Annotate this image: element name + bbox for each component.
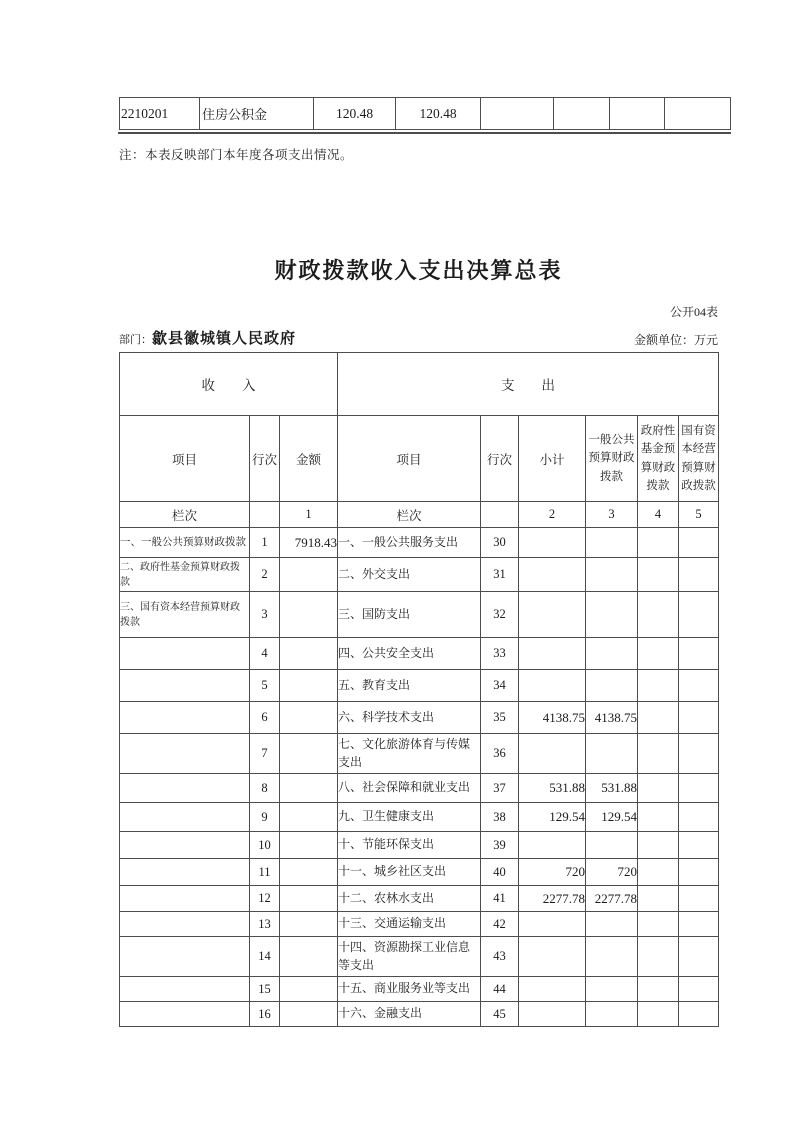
income-amount-cell — [280, 1002, 338, 1027]
expense-item-cell: 四、公共安全支出 — [338, 638, 481, 670]
expense-subtotal-cell — [519, 937, 586, 977]
expense-gov-fund-cell — [638, 638, 679, 670]
income-line-no-cell: 1 — [250, 528, 280, 558]
table-row — [120, 638, 719, 670]
expense-gov-fund-cell — [638, 774, 679, 803]
expense-line-no-cell: 42 — [481, 912, 519, 937]
expense-gov-fund-cell — [638, 702, 679, 734]
gov-fund-col-index: 4 — [638, 502, 679, 528]
income-line-no-cell: 3 — [250, 592, 280, 638]
expense-subtotal-cell: 129.54 — [519, 803, 586, 832]
expense-state-capital-cell — [679, 1002, 719, 1027]
expense-state-capital-cell — [679, 702, 719, 734]
expense-state-capital-cell — [679, 937, 719, 977]
income-line-no-cell: 7 — [250, 734, 280, 774]
main-table — [119, 352, 719, 1027]
expense-line-no-cell: 36 — [481, 734, 519, 774]
empty-cell — [481, 98, 554, 130]
income-amount-cell — [280, 977, 338, 1002]
expense-item-cell: 六、科学技术支出 — [338, 702, 481, 734]
income-amount-cell — [280, 592, 338, 638]
income-line-no-cell: 15 — [250, 977, 280, 1002]
expense-state-capital-cell — [679, 977, 719, 1002]
state-cap-col-index: 5 — [679, 502, 719, 528]
table-row — [120, 937, 719, 977]
expense-item-cell: 三、国防支出 — [338, 592, 481, 638]
expense-state-capital-cell — [679, 592, 719, 638]
income-line-no-cell: 10 — [250, 832, 280, 859]
income-amount-cell — [280, 558, 338, 592]
expense-line-no-cell: 39 — [481, 832, 519, 859]
income-amount-cell: 7918.43 — [280, 528, 338, 558]
expense-general-budget-cell — [586, 912, 638, 937]
expense-state-capital-cell — [679, 803, 719, 832]
expense-gov-fund-cell — [638, 832, 679, 859]
expense-line-no-cell: 35 — [481, 702, 519, 734]
expense-item-cell: 九、卫生健康支出 — [338, 803, 481, 832]
expense-general-budget-cell: 531.88 — [586, 774, 638, 803]
table-row — [120, 977, 719, 1002]
expense-item-cell: 十一、城乡社区支出 — [338, 859, 481, 886]
table-row — [120, 98, 731, 130]
general-budget-header: 一般公共预算财政拨款 — [586, 416, 638, 502]
income-line-no-cell: 8 — [250, 774, 280, 803]
expense-subtotal-cell: 4138.75 — [519, 702, 586, 734]
expense-lane-empty — [481, 502, 519, 528]
state-capital-budget-header: 国有资本经营预算财政拨款 — [679, 416, 719, 502]
table-row — [120, 734, 719, 774]
income-item-cell — [120, 912, 250, 937]
expense-gov-fund-cell — [638, 1002, 679, 1027]
income-amount-header: 金额 — [280, 416, 338, 502]
expense-general-budget-cell — [586, 638, 638, 670]
expense-subtotal-cell — [519, 734, 586, 774]
empty-cell — [665, 98, 731, 130]
income-item-cell: 一、一般公共预算财政拨款 — [120, 528, 250, 558]
income-amount-cell — [280, 670, 338, 702]
expense-subtotal-cell — [519, 592, 586, 638]
unit-label: 金额单位：万元 — [633, 333, 718, 347]
expense-gov-fund-cell — [638, 734, 679, 774]
income-item-cell — [120, 803, 250, 832]
expense-general-budget-cell — [586, 832, 638, 859]
income-line-no-header: 行次 — [250, 416, 280, 502]
income-item-cell — [120, 886, 250, 912]
income-item-cell — [120, 702, 250, 734]
expense-general-budget-cell: 2277.78 — [586, 886, 638, 912]
income-line-no-cell: 2 — [250, 558, 280, 592]
expense-item-cell: 十三、交通运输支出 — [338, 912, 481, 937]
expense-line-no-cell: 45 — [481, 1002, 519, 1027]
income-line-no-cell: 11 — [250, 859, 280, 886]
expense-general-budget-cell — [586, 1002, 638, 1027]
expense-subtotal-cell — [519, 1002, 586, 1027]
income-amount-cell — [280, 937, 338, 977]
income-amount-cell — [280, 859, 338, 886]
expense-item-cell: 八、社会保障和就业支出 — [338, 774, 481, 803]
expense-state-capital-cell — [679, 859, 719, 886]
expense-general-budget-cell: 129.54 — [586, 803, 638, 832]
expense-subtotal-cell: 531.88 — [519, 774, 586, 803]
expense-general-budget-cell — [586, 937, 638, 977]
expense-subtotal-header: 小计 — [519, 416, 586, 502]
table-row — [120, 886, 719, 912]
expense-gov-fund-cell — [638, 886, 679, 912]
expense-subtotal-cell — [519, 558, 586, 592]
income-group-header: 收 入 — [120, 353, 338, 416]
table-row — [120, 1002, 719, 1027]
income-lane-label: 栏次 — [120, 502, 250, 528]
note-text: 注：本表反映部门本年度各项支出情况。 — [119, 148, 354, 162]
expense-line-no-cell: 38 — [481, 803, 519, 832]
empty-cell — [610, 98, 665, 130]
page-title: 财政拨款收入支出决算总表 — [274, 258, 563, 283]
expense-gov-fund-cell — [638, 670, 679, 702]
expense-item-cell: 五、教育支出 — [338, 670, 481, 702]
expense-general-budget-cell — [586, 734, 638, 774]
income-item-cell — [120, 670, 250, 702]
table-row — [120, 803, 719, 832]
expense-general-budget-cell: 4138.75 — [586, 702, 638, 734]
gov-fund-budget-header: 政府性基金预算财政拨款 — [638, 416, 679, 502]
expense-general-budget-cell — [586, 592, 638, 638]
expense-item-cell: 二、外交支出 — [338, 558, 481, 592]
expense-general-budget-cell — [586, 558, 638, 592]
expense-line-no-cell: 44 — [481, 977, 519, 1002]
expense-item-cell: 十、节能环保支出 — [338, 832, 481, 859]
expense-state-capital-cell — [679, 886, 719, 912]
table-row — [120, 592, 719, 638]
income-item-header: 项目 — [120, 416, 250, 502]
income-item-cell: 三、国有资本经营预算财政拨款 — [120, 592, 250, 638]
income-line-no-cell: 14 — [250, 937, 280, 977]
expense-state-capital-cell — [679, 832, 719, 859]
income-item-cell — [120, 832, 250, 859]
expense-gov-fund-cell — [638, 528, 679, 558]
expense-gov-fund-cell — [638, 912, 679, 937]
income-amount-cell — [280, 803, 338, 832]
expense-subtotal-cell — [519, 670, 586, 702]
expense-item-header: 项目 — [338, 416, 481, 502]
expense-subtotal-cell — [519, 912, 586, 937]
income-item-cell — [120, 937, 250, 977]
main-table-head — [120, 353, 719, 528]
expense-state-capital-cell — [679, 638, 719, 670]
main-table-body — [120, 528, 719, 1027]
income-amount-cell — [280, 638, 338, 670]
expense-line-no-cell: 33 — [481, 638, 519, 670]
expense-item-cell: 一、一般公共服务支出 — [338, 528, 481, 558]
income-amount-cell — [280, 702, 338, 734]
table-row — [120, 702, 719, 734]
expense-general-budget-cell: 720 — [586, 859, 638, 886]
expense-state-capital-cell — [679, 528, 719, 558]
income-item-cell — [120, 638, 250, 670]
expense-general-budget-cell — [586, 528, 638, 558]
table-code-label: 公开04表 — [669, 305, 718, 319]
income-line-no-cell: 6 — [250, 702, 280, 734]
expense-state-capital-cell — [679, 912, 719, 937]
expense-line-no-cell: 34 — [481, 670, 519, 702]
income-amount-cell — [280, 734, 338, 774]
expense-line-no-cell: 40 — [481, 859, 519, 886]
subject-name-cell: 住房公积金 — [200, 98, 314, 130]
expense-state-capital-cell — [679, 774, 719, 803]
table-bottom-rule — [118, 132, 731, 134]
empty-cell — [554, 98, 610, 130]
expense-subtotal-cell: 720 — [519, 859, 586, 886]
expense-line-no-cell: 30 — [481, 528, 519, 558]
amount-cell: 120.48 — [396, 98, 481, 130]
income-item-cell — [120, 774, 250, 803]
income-item-cell — [120, 859, 250, 886]
expense-gov-fund-cell — [638, 592, 679, 638]
income-amount-cell — [280, 912, 338, 937]
expense-gov-fund-cell — [638, 977, 679, 1002]
expense-line-no-cell: 32 — [481, 592, 519, 638]
table-row — [120, 832, 719, 859]
expense-subtotal-cell — [519, 977, 586, 1002]
expense-subtotal-cell — [519, 528, 586, 558]
table-row — [120, 528, 719, 558]
table-row — [120, 774, 719, 803]
income-item-cell: 二、政府性基金预算财政拨款 — [120, 558, 250, 592]
income-line-no-cell: 13 — [250, 912, 280, 937]
expense-item-cell: 十二、农林水支出 — [338, 886, 481, 912]
income-item-cell — [120, 1002, 250, 1027]
income-line-no-cell: 5 — [250, 670, 280, 702]
expense-gov-fund-cell — [638, 937, 679, 977]
expense-line-no-cell: 41 — [481, 886, 519, 912]
income-amount-cell — [280, 774, 338, 803]
expense-lane-label: 栏次 — [338, 502, 481, 528]
expense-subtotal-cell — [519, 832, 586, 859]
income-line-no-cell: 16 — [250, 1002, 280, 1027]
expense-general-budget-cell — [586, 670, 638, 702]
income-item-cell — [120, 977, 250, 1002]
expense-gov-fund-cell — [638, 803, 679, 832]
prev-table — [119, 97, 731, 130]
income-lane-empty — [250, 502, 280, 528]
subject-code-cell: 2210201 — [120, 98, 200, 130]
income-amount-cell — [280, 832, 338, 859]
income-item-cell — [120, 734, 250, 774]
expense-item-cell: 十六、金融支出 — [338, 1002, 481, 1027]
department-label: 部门： — [119, 334, 152, 346]
table-row — [120, 670, 719, 702]
income-line-no-cell: 9 — [250, 803, 280, 832]
expense-item-cell: 七、文化旅游体育与传媒支出 — [338, 734, 481, 774]
expense-gov-fund-cell — [638, 558, 679, 592]
expense-state-capital-cell — [679, 734, 719, 774]
income-line-no-cell: 4 — [250, 638, 280, 670]
expense-general-budget-cell — [586, 977, 638, 1002]
income-line-no-cell: 12 — [250, 886, 280, 912]
expense-line-no-cell: 43 — [481, 937, 519, 977]
column-index-row — [120, 502, 719, 528]
expense-line-no-header: 行次 — [481, 416, 519, 502]
column-header-row — [120, 416, 719, 502]
expense-group-header: 支 出 — [338, 353, 719, 416]
income-amount-cell — [280, 886, 338, 912]
subtotal-col-index: 2 — [519, 502, 586, 528]
table-row — [120, 859, 719, 886]
expense-state-capital-cell — [679, 558, 719, 592]
department-name: 歙县徽城镇人民政府 — [152, 331, 297, 347]
group-header-row — [120, 353, 719, 416]
expense-line-no-cell: 31 — [481, 558, 519, 592]
expense-state-capital-cell — [679, 670, 719, 702]
expense-subtotal-cell — [519, 638, 586, 670]
table-row — [120, 912, 719, 937]
expense-item-cell: 十五、商业服务业等支出 — [338, 977, 481, 1002]
income-col-index: 1 — [280, 502, 338, 528]
expense-item-cell: 十四、资源勘探工业信息等支出 — [338, 937, 481, 977]
amount-cell: 120.48 — [314, 98, 396, 130]
table-row — [120, 558, 719, 592]
general-col-index: 3 — [586, 502, 638, 528]
expense-subtotal-cell: 2277.78 — [519, 886, 586, 912]
expense-gov-fund-cell — [638, 859, 679, 886]
expense-line-no-cell: 37 — [481, 774, 519, 803]
